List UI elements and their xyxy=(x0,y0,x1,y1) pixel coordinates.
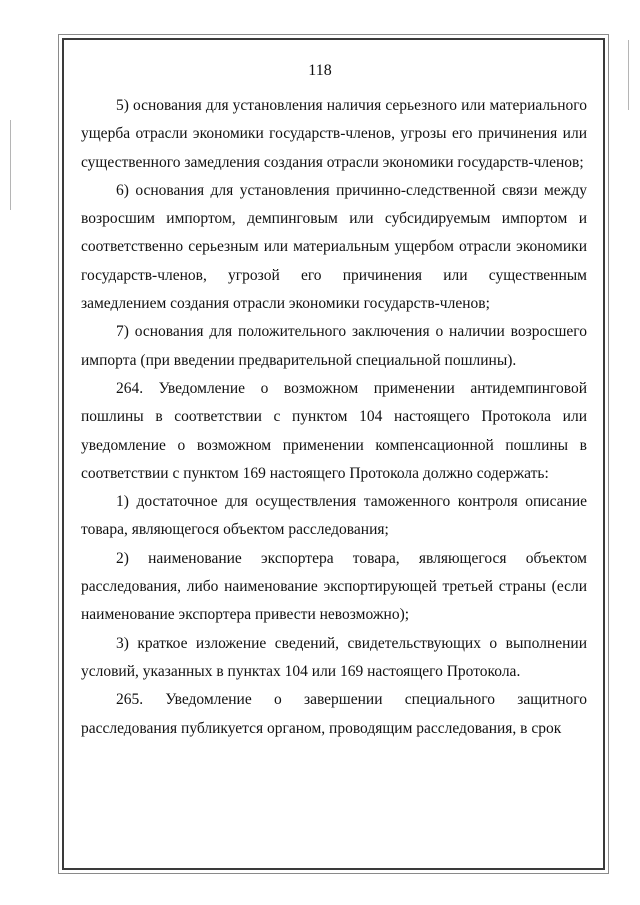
paragraph-item-7: 7) основания для положительного заключения о наличии возросшего импорта (при введении предварительной специальной пошлины). xyxy=(81,323,587,369)
paragraph-item-2: 2) наименование экспортера товара, являющегося объектом расследования, либо наименование экспортирующей третьей страны (если наименование экспортера привести невозможно); xyxy=(81,549,587,624)
page-number: 118 xyxy=(308,62,332,79)
paragraph-item-5: 5) основания для установления наличия серьезного или материального ущерба отрасли экономики государств-членов, угрозы его причинения или существенного замедления создания отрасли экономики государств-членов; xyxy=(81,97,587,171)
paragraph-item-3: 3) краткое изложение сведений, свидетельствующих о выполнении условий, указанных в пунктах 104 или 169 настоящего Протокола. xyxy=(81,634,587,680)
paragraph-265: 265. Уведомление о завершении специального защитного расследования публикуется органом, проводящим расследования, в срок xyxy=(81,691,587,737)
document-body xyxy=(81,92,587,743)
paragraph-item-1: 1) достаточное для осуществления таможенного контроля описание товара, являющегося объектом расследования; xyxy=(81,493,587,539)
paragraph-264: 264. Уведомление о возможном применении антидемпинговой пошлины в соответствии с пунктом 104 настоящего Протокола или уведомление о возможном применении компенсационной пошлины в соответствии с пунктом 169 настоящего Протокола должно содержать: xyxy=(81,379,587,482)
scan-artifact-left xyxy=(10,120,11,210)
paragraph-item-6: 6) основания для установления причинно-следственной связи между возросшим импортом, демпинговым или субсидируемым импортом и соответственно серьезным или материальным ущербом отрасли экономики государств-членов, угрозой его причинения или существенным замедлением создания отрасли экономики государств-членов; xyxy=(81,181,587,313)
